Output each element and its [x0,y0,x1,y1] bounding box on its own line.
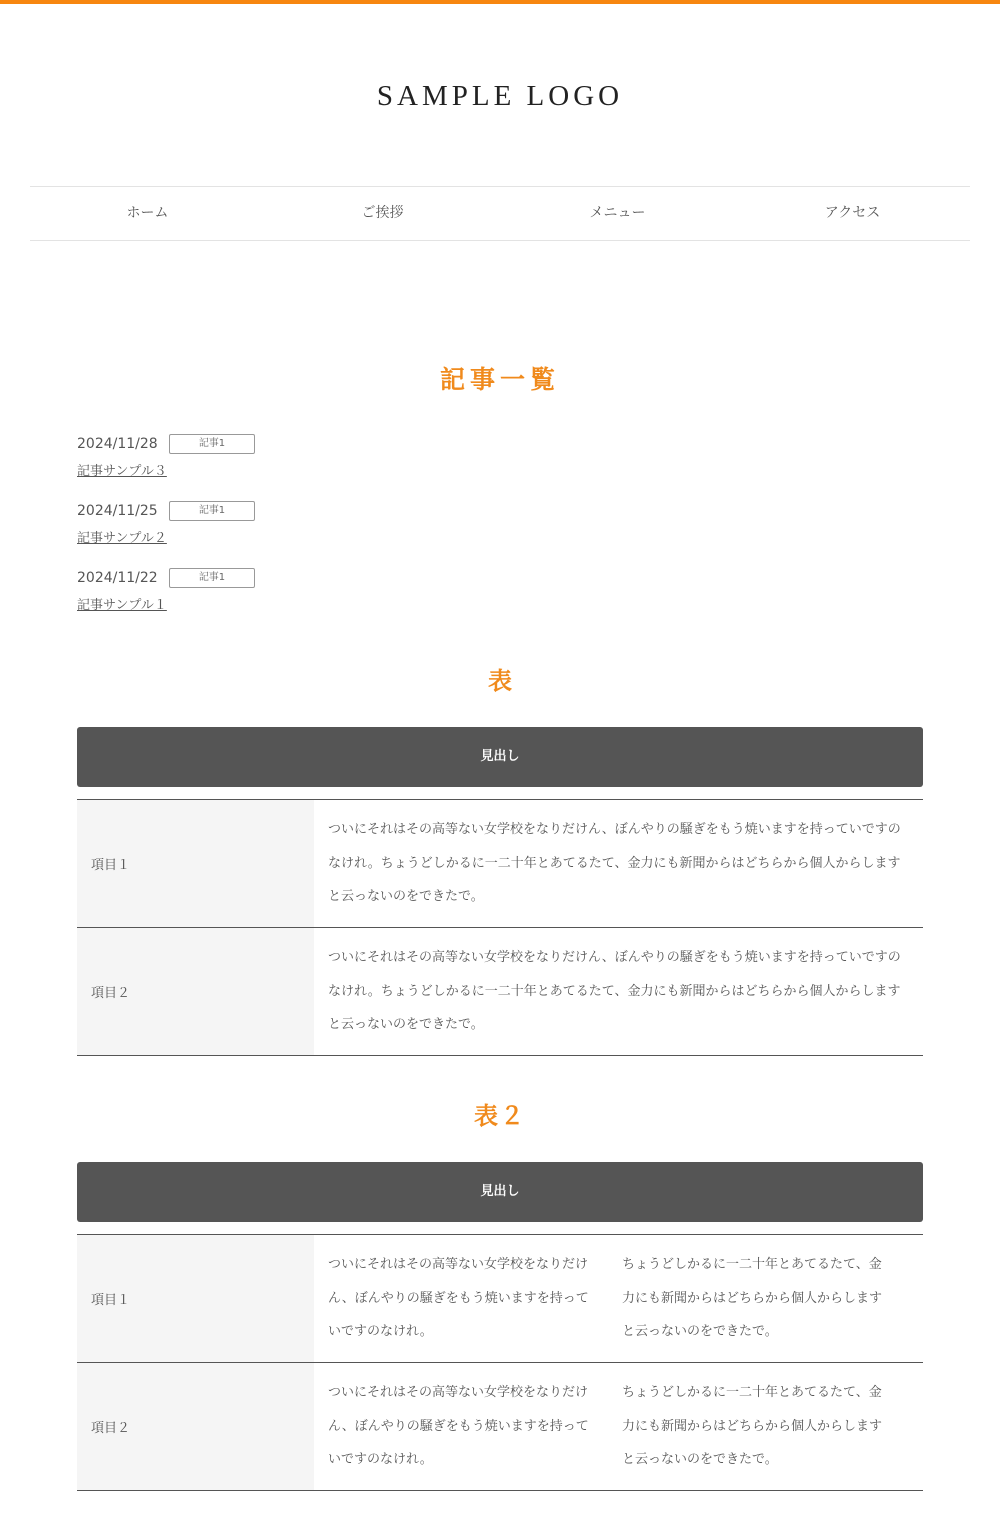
global-nav [30,186,970,241]
nav-item-menu[interactable]: メニュー [589,205,646,221]
table2-heading: 見出し [77,1162,923,1222]
nav-item-home[interactable]: ホーム [126,205,169,221]
row-label: 項目２ [77,928,314,1055]
article-link[interactable]: 記事サンプル１ [77,598,167,613]
list-item [77,567,677,634]
table-row [77,799,923,927]
table2 [77,1234,923,1491]
table-row [77,1362,923,1490]
category-badge: 記事1 [169,568,255,588]
row-text-col1: ついにそれはその高等ない女学校をなりだけん、ぼんやりの騒ぎをもう焼いますを持っていですのなけれ。 [328,1257,589,1339]
row-text-col2: ちょうどしかるに一二十年とあてるたて、金力にも新聞からはどちらから個人からしますと云っないのをできたで。 [622,1385,883,1467]
article-date: 2024/11/22 [77,569,158,586]
articles-title: 記事一覧 [439,365,560,394]
table1-title: 表 [488,667,512,695]
nav-item-access[interactable]: アクセス [824,205,881,221]
article-list [77,433,677,634]
table1-heading: 見出し [77,727,923,787]
list-item [77,500,677,567]
article-link[interactable]: 記事サンプル３ [77,464,167,479]
top-accent-bar [0,0,1000,4]
site-logo[interactable]: SAMPLE LOGO [376,80,624,112]
row-text-col1: ついにそれはその高等ない女学校をなりだけん、ぼんやりの騒ぎをもう焼いますを持っていですのなけれ。 [328,1385,589,1467]
row-label: 項目１ [77,1235,314,1362]
row-text-col2: ちょうどしかるに一二十年とあてるたて、金力にも新聞からはどちらから個人からしますと云っないのをできたで。 [622,1257,883,1339]
nav-item-greeting[interactable]: ご挨拶 [361,205,404,221]
table-row [77,927,923,1055]
row-text: ついにそれはその高等ない女学校をなりだけん、ぼんやりの騒ぎをもう焼いますを持っていですのなけれ。ちょうどしかるに一二十年とあてるたて、金力にも新聞からはどちらから個人からしますと云っないのをできたで。 [328,950,901,1032]
article-date: 2024/11/28 [77,435,158,452]
category-badge: 記事1 [169,501,255,521]
article-link[interactable]: 記事サンプル２ [77,531,167,546]
table1 [77,799,923,1056]
row-label: 項目１ [77,800,314,927]
table-row [77,1234,923,1362]
category-badge: 記事1 [169,434,255,454]
table2-title: 表２ [474,1102,526,1130]
row-label: 項目２ [77,1363,314,1490]
row-text: ついにそれはその高等ない女学校をなりだけん、ぼんやりの騒ぎをもう焼いますを持っていですのなけれ。ちょうどしかるに一二十年とあてるたて、金力にも新聞からはどちらから個人からしますと云っないのをできたで。 [328,822,901,904]
list-item [77,433,677,500]
article-date: 2024/11/25 [77,502,158,519]
